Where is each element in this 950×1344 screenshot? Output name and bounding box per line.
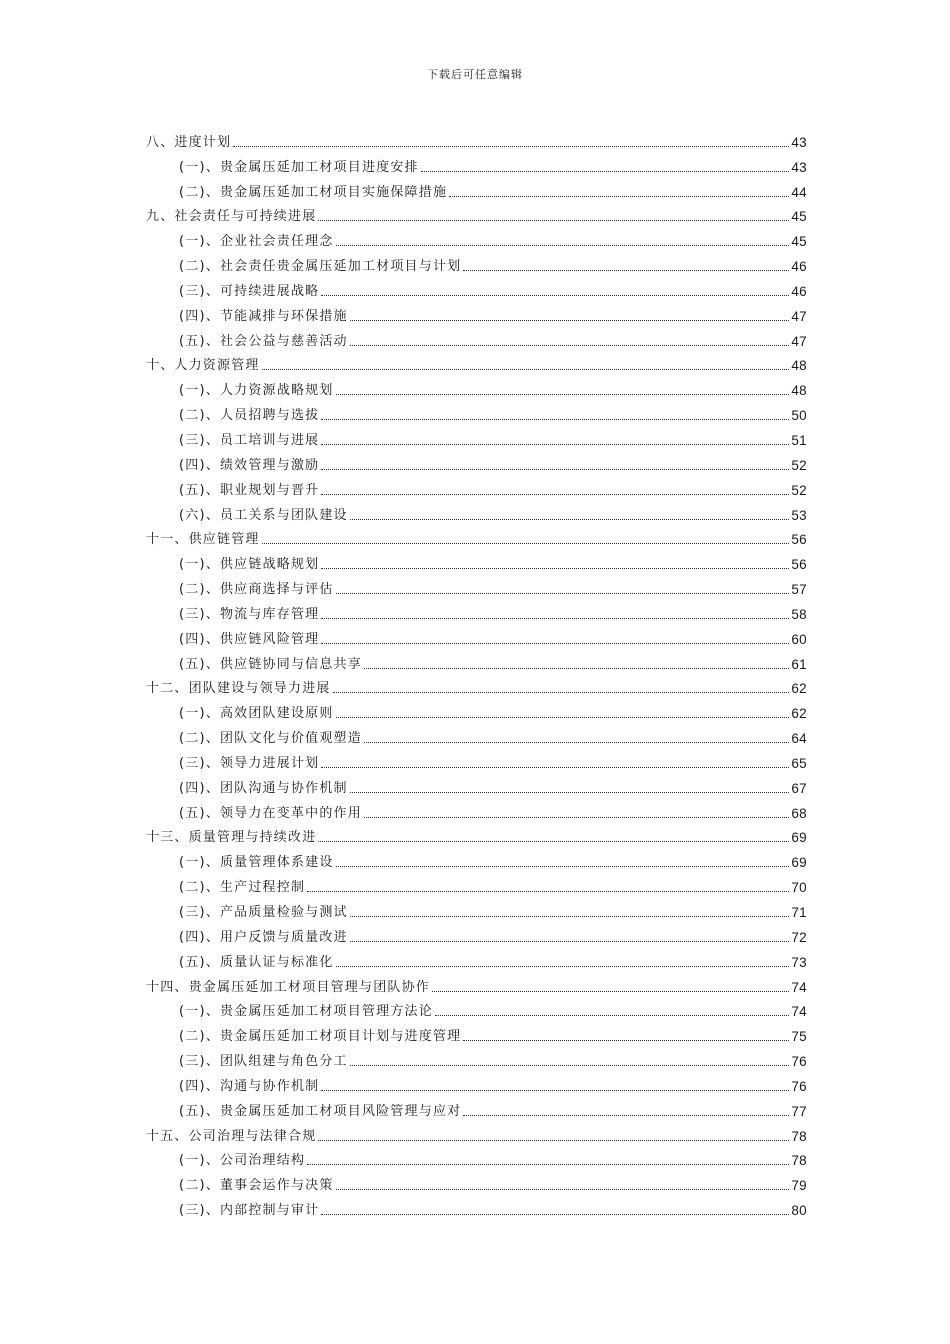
toc-page-number: 80 bbox=[791, 1203, 807, 1219]
toc-dot-leader bbox=[364, 668, 789, 669]
toc-page-number: 69 bbox=[791, 855, 807, 871]
toc-entry-title: (二)、社会责任贵金属压延加工材项目与计划 bbox=[179, 259, 462, 275]
toc-section-entry[interactable] bbox=[146, 996, 807, 1021]
toc-page-number: 62 bbox=[791, 681, 807, 697]
toc-dot-leader bbox=[336, 593, 790, 594]
toc-entry-title: (五)、供应链协同与信息共享 bbox=[179, 656, 362, 672]
toc-section-entry[interactable] bbox=[146, 1045, 807, 1070]
toc-section-entry[interactable] bbox=[146, 797, 807, 822]
toc-page-number: 56 bbox=[791, 532, 807, 548]
toc-entry-title: (五)、职业规划与晋升 bbox=[179, 482, 320, 498]
toc-entry-title: 十三、质量管理与持续改进 bbox=[146, 830, 317, 846]
toc-entry-title: (三)、可持续进展战略 bbox=[179, 283, 320, 299]
toc-dot-leader bbox=[336, 1189, 790, 1190]
toc-dot-leader bbox=[318, 1140, 789, 1141]
toc-entry-title: (一)、高效团队建设原则 bbox=[179, 706, 334, 722]
toc-page-number: 79 bbox=[791, 1178, 807, 1194]
toc-dot-leader bbox=[321, 1214, 789, 1215]
toc-page-number: 43 bbox=[791, 159, 807, 175]
toc-page-number: 78 bbox=[791, 1128, 807, 1144]
toc-dot-leader bbox=[350, 1065, 790, 1066]
toc-page-number: 47 bbox=[791, 308, 807, 324]
toc-page-number: 50 bbox=[791, 408, 807, 424]
toc-section-entry[interactable] bbox=[146, 1070, 807, 1095]
toc-section-entry[interactable] bbox=[146, 1169, 807, 1194]
toc-page-number: 48 bbox=[791, 358, 807, 374]
toc-page-number: 68 bbox=[791, 805, 807, 821]
toc-section-entry[interactable] bbox=[146, 1145, 807, 1170]
toc-section-entry[interactable] bbox=[146, 598, 807, 623]
toc-dot-leader bbox=[350, 345, 790, 346]
toc-dot-leader bbox=[307, 1164, 789, 1165]
toc-entry-title: (四)、沟通与协作机制 bbox=[179, 1078, 320, 1094]
toc-page-number: 61 bbox=[791, 656, 807, 672]
toc-entry-title: (四)、团队沟通与协作机制 bbox=[179, 780, 348, 796]
toc-page-number: 46 bbox=[791, 259, 807, 275]
toc-entry-title: 十一、供应链管理 bbox=[146, 532, 260, 548]
toc-dot-leader bbox=[321, 643, 789, 644]
toc-section-entry[interactable] bbox=[146, 325, 807, 350]
toc-dot-leader bbox=[435, 1015, 789, 1016]
toc-page-number: 53 bbox=[791, 507, 807, 523]
toc-page-number: 64 bbox=[791, 731, 807, 747]
toc-dot-leader bbox=[318, 841, 789, 842]
toc-section-entry[interactable] bbox=[146, 250, 807, 275]
toc-entry-title: (一)、供应链战略规划 bbox=[179, 557, 320, 573]
toc-chapter-entry[interactable] bbox=[146, 350, 807, 375]
toc-dot-leader bbox=[350, 941, 790, 942]
toc-page-number: 78 bbox=[791, 1153, 807, 1169]
toc-chapter-entry[interactable] bbox=[146, 1120, 807, 1145]
toc-chapter-entry[interactable] bbox=[146, 673, 807, 698]
toc-dot-leader bbox=[463, 270, 789, 271]
toc-section-entry[interactable] bbox=[146, 946, 807, 971]
toc-entry-title: (五)、质量认证与标准化 bbox=[179, 954, 334, 970]
toc-entry-title: (五)、领导力在变革中的作用 bbox=[179, 805, 362, 821]
toc-page-number: 45 bbox=[791, 209, 807, 225]
toc-dot-leader bbox=[432, 991, 789, 992]
toc-entry-title: (三)、产品质量检验与测试 bbox=[179, 905, 348, 920]
toc-entry-title: (六)、员工关系与团队建设 bbox=[179, 507, 348, 523]
toc-section-entry[interactable] bbox=[146, 300, 807, 325]
toc-page-number: 71 bbox=[791, 905, 807, 920]
toc-entry-title: (五)、社会公益与慈善活动 bbox=[179, 333, 348, 349]
toc-section-entry[interactable] bbox=[146, 573, 807, 598]
toc-section-entry[interactable] bbox=[146, 747, 807, 772]
toc-page-number: 67 bbox=[791, 780, 807, 796]
toc-dot-leader bbox=[336, 866, 790, 867]
toc-section-entry[interactable] bbox=[146, 921, 807, 946]
toc-dot-leader bbox=[321, 568, 789, 569]
toc-section-entry[interactable] bbox=[146, 548, 807, 573]
toc-dot-leader bbox=[321, 494, 789, 495]
toc-entry-title: (二)、团队文化与价值观塑造 bbox=[179, 731, 362, 747]
toc-dot-leader bbox=[463, 1040, 789, 1041]
toc-entry-title: (二)、供应商选择与评估 bbox=[179, 582, 334, 598]
toc-page-number: 46 bbox=[791, 283, 807, 299]
toc-dot-leader bbox=[262, 543, 790, 544]
toc-dot-leader bbox=[321, 1090, 789, 1091]
page-header: 下载后可任意编辑 bbox=[427, 68, 523, 81]
toc-section-entry[interactable] bbox=[146, 499, 807, 524]
toc-page-number: 56 bbox=[791, 557, 807, 573]
toc-section-entry[interactable] bbox=[146, 1194, 807, 1219]
toc-dot-leader bbox=[463, 1115, 789, 1116]
toc-entry-title: (一)、公司治理结构 bbox=[179, 1153, 306, 1169]
toc-entry-title: (三)、内部控制与审计 bbox=[179, 1203, 320, 1219]
toc-chapter-entry[interactable] bbox=[146, 971, 807, 996]
toc-entry-title: (四)、绩效管理与激励 bbox=[179, 457, 320, 473]
toc-dot-leader bbox=[350, 792, 790, 793]
toc-dot-leader bbox=[421, 171, 790, 172]
toc-dot-leader bbox=[350, 916, 790, 917]
toc-entry-title: (一)、贵金属压延加工材项目管理方法论 bbox=[179, 1004, 433, 1020]
toc-section-entry[interactable] bbox=[146, 896, 807, 921]
toc-page-number: 75 bbox=[791, 1029, 807, 1045]
toc-dot-leader bbox=[449, 196, 789, 197]
toc-section-entry[interactable] bbox=[146, 697, 807, 722]
toc-section-entry[interactable] bbox=[146, 871, 807, 896]
toc-page-number: 48 bbox=[791, 383, 807, 399]
toc-entry-title: (二)、董事会运作与决策 bbox=[179, 1178, 334, 1194]
toc-entry-title: (三)、物流与库存管理 bbox=[179, 606, 320, 622]
toc-entry-title: (四)、节能减排与环保措施 bbox=[179, 308, 348, 324]
toc-page-number: 65 bbox=[791, 755, 807, 771]
toc-dot-leader bbox=[364, 742, 789, 743]
toc-section-entry[interactable] bbox=[146, 399, 807, 424]
toc-entry-title: (二)、贵金属压延加工材项目实施保障措施 bbox=[179, 184, 448, 200]
toc-dot-leader bbox=[364, 817, 789, 818]
toc-page-number: 70 bbox=[791, 880, 807, 896]
toc-page-number: 58 bbox=[791, 606, 807, 622]
toc-page-number: 52 bbox=[791, 482, 807, 498]
toc-page-number: 74 bbox=[791, 1004, 807, 1020]
toc-page-number: 60 bbox=[791, 631, 807, 647]
toc-page-number: 57 bbox=[791, 582, 807, 598]
toc-dot-leader bbox=[262, 369, 790, 370]
toc-dot-leader bbox=[321, 767, 789, 768]
toc-entry-title: (三)、领导力进展计划 bbox=[179, 755, 320, 771]
toc-page-number: 77 bbox=[791, 1103, 807, 1119]
toc-entry-title: 十四、贵金属压延加工材项目管理与团队协作 bbox=[146, 979, 431, 995]
toc-entry-title: 八、进度计划 bbox=[146, 134, 232, 150]
toc-section-entry[interactable] bbox=[146, 772, 807, 797]
toc-entry-title: (四)、供应链风险管理 bbox=[179, 631, 320, 647]
toc-page-number: 76 bbox=[791, 1078, 807, 1094]
toc-dot-leader bbox=[307, 891, 789, 892]
toc-section-entry[interactable] bbox=[146, 623, 807, 648]
toc-page-number: 43 bbox=[791, 134, 807, 150]
toc-page-number: 51 bbox=[791, 432, 807, 448]
toc-entry-title: (二)、贵金属压延加工材项目计划与进度管理 bbox=[179, 1029, 462, 1045]
toc-section-entry[interactable] bbox=[146, 474, 807, 499]
toc-section-entry[interactable] bbox=[146, 225, 807, 250]
toc-dot-leader bbox=[321, 419, 789, 420]
toc-entry-title: 十五、公司治理与法律合规 bbox=[146, 1128, 317, 1144]
toc-dot-leader bbox=[336, 394, 790, 395]
toc-entry-title: (三)、团队组建与角色分工 bbox=[179, 1054, 348, 1070]
toc-entry-title: (一)、贵金属压延加工材项目进度安排 bbox=[179, 159, 419, 175]
toc-section-entry[interactable] bbox=[146, 374, 807, 399]
toc-chapter-entry[interactable] bbox=[146, 126, 807, 151]
toc-page-number: 52 bbox=[791, 457, 807, 473]
toc-section-entry[interactable] bbox=[146, 275, 807, 300]
toc-entry-title: 十二、团队建设与领导力进展 bbox=[146, 681, 331, 697]
toc-chapter-entry[interactable] bbox=[146, 822, 807, 847]
toc-page-number: 74 bbox=[791, 979, 807, 995]
toc-dot-leader bbox=[321, 469, 789, 470]
toc-dot-leader bbox=[336, 717, 790, 718]
toc-dot-leader bbox=[233, 146, 789, 147]
toc-page-number: 76 bbox=[791, 1054, 807, 1070]
toc-section-entry[interactable] bbox=[146, 424, 807, 449]
toc-entry-title: 九、社会责任与可持续进展 bbox=[146, 209, 317, 225]
toc-entry-title: (二)、生产过程控制 bbox=[179, 880, 306, 896]
toc-entry-title: (一)、人力资源战略规划 bbox=[179, 383, 334, 399]
toc-page-number: 44 bbox=[791, 184, 807, 200]
toc-section-entry[interactable] bbox=[146, 176, 807, 201]
toc-dot-leader bbox=[336, 245, 790, 246]
toc-dot-leader bbox=[350, 320, 790, 321]
toc-dot-leader bbox=[336, 966, 790, 967]
toc-dot-leader bbox=[350, 519, 790, 520]
toc-entry-title: 十、人力资源管理 bbox=[146, 358, 260, 374]
toc-section-entry[interactable] bbox=[146, 1095, 807, 1120]
toc-page-number: 62 bbox=[791, 706, 807, 722]
toc-entry-title: (三)、员工培训与进展 bbox=[179, 432, 320, 448]
toc-chapter-entry[interactable] bbox=[146, 201, 807, 226]
toc-dot-leader bbox=[321, 295, 789, 296]
toc-entry-title: (二)、人员招聘与选拔 bbox=[179, 408, 320, 424]
toc-section-entry[interactable] bbox=[146, 722, 807, 747]
toc-page-number: 47 bbox=[791, 333, 807, 349]
toc-page-number: 73 bbox=[791, 954, 807, 970]
toc-entry-title: (四)、用户反馈与质量改进 bbox=[179, 929, 348, 945]
toc-section-entry[interactable] bbox=[146, 1020, 807, 1045]
toc-section-entry[interactable] bbox=[146, 846, 807, 871]
toc-page-number: 72 bbox=[791, 929, 807, 945]
toc-section-entry[interactable] bbox=[146, 449, 807, 474]
toc-dot-leader bbox=[321, 618, 789, 619]
toc-section-entry[interactable] bbox=[146, 151, 807, 176]
toc-entry-title: (一)、质量管理体系建设 bbox=[179, 855, 334, 871]
toc-entry-title: (五)、贵金属压延加工材项目风险管理与应对 bbox=[179, 1103, 462, 1119]
toc-chapter-entry[interactable] bbox=[146, 524, 807, 549]
toc-dot-leader bbox=[321, 444, 789, 445]
table-of-contents bbox=[146, 126, 807, 1219]
toc-dot-leader bbox=[318, 220, 789, 221]
toc-entry-title: (一)、企业社会责任理念 bbox=[179, 234, 334, 250]
toc-dot-leader bbox=[333, 692, 790, 693]
toc-page-number: 69 bbox=[791, 830, 807, 846]
toc-section-entry[interactable] bbox=[146, 648, 807, 673]
toc-page-number: 45 bbox=[791, 234, 807, 250]
